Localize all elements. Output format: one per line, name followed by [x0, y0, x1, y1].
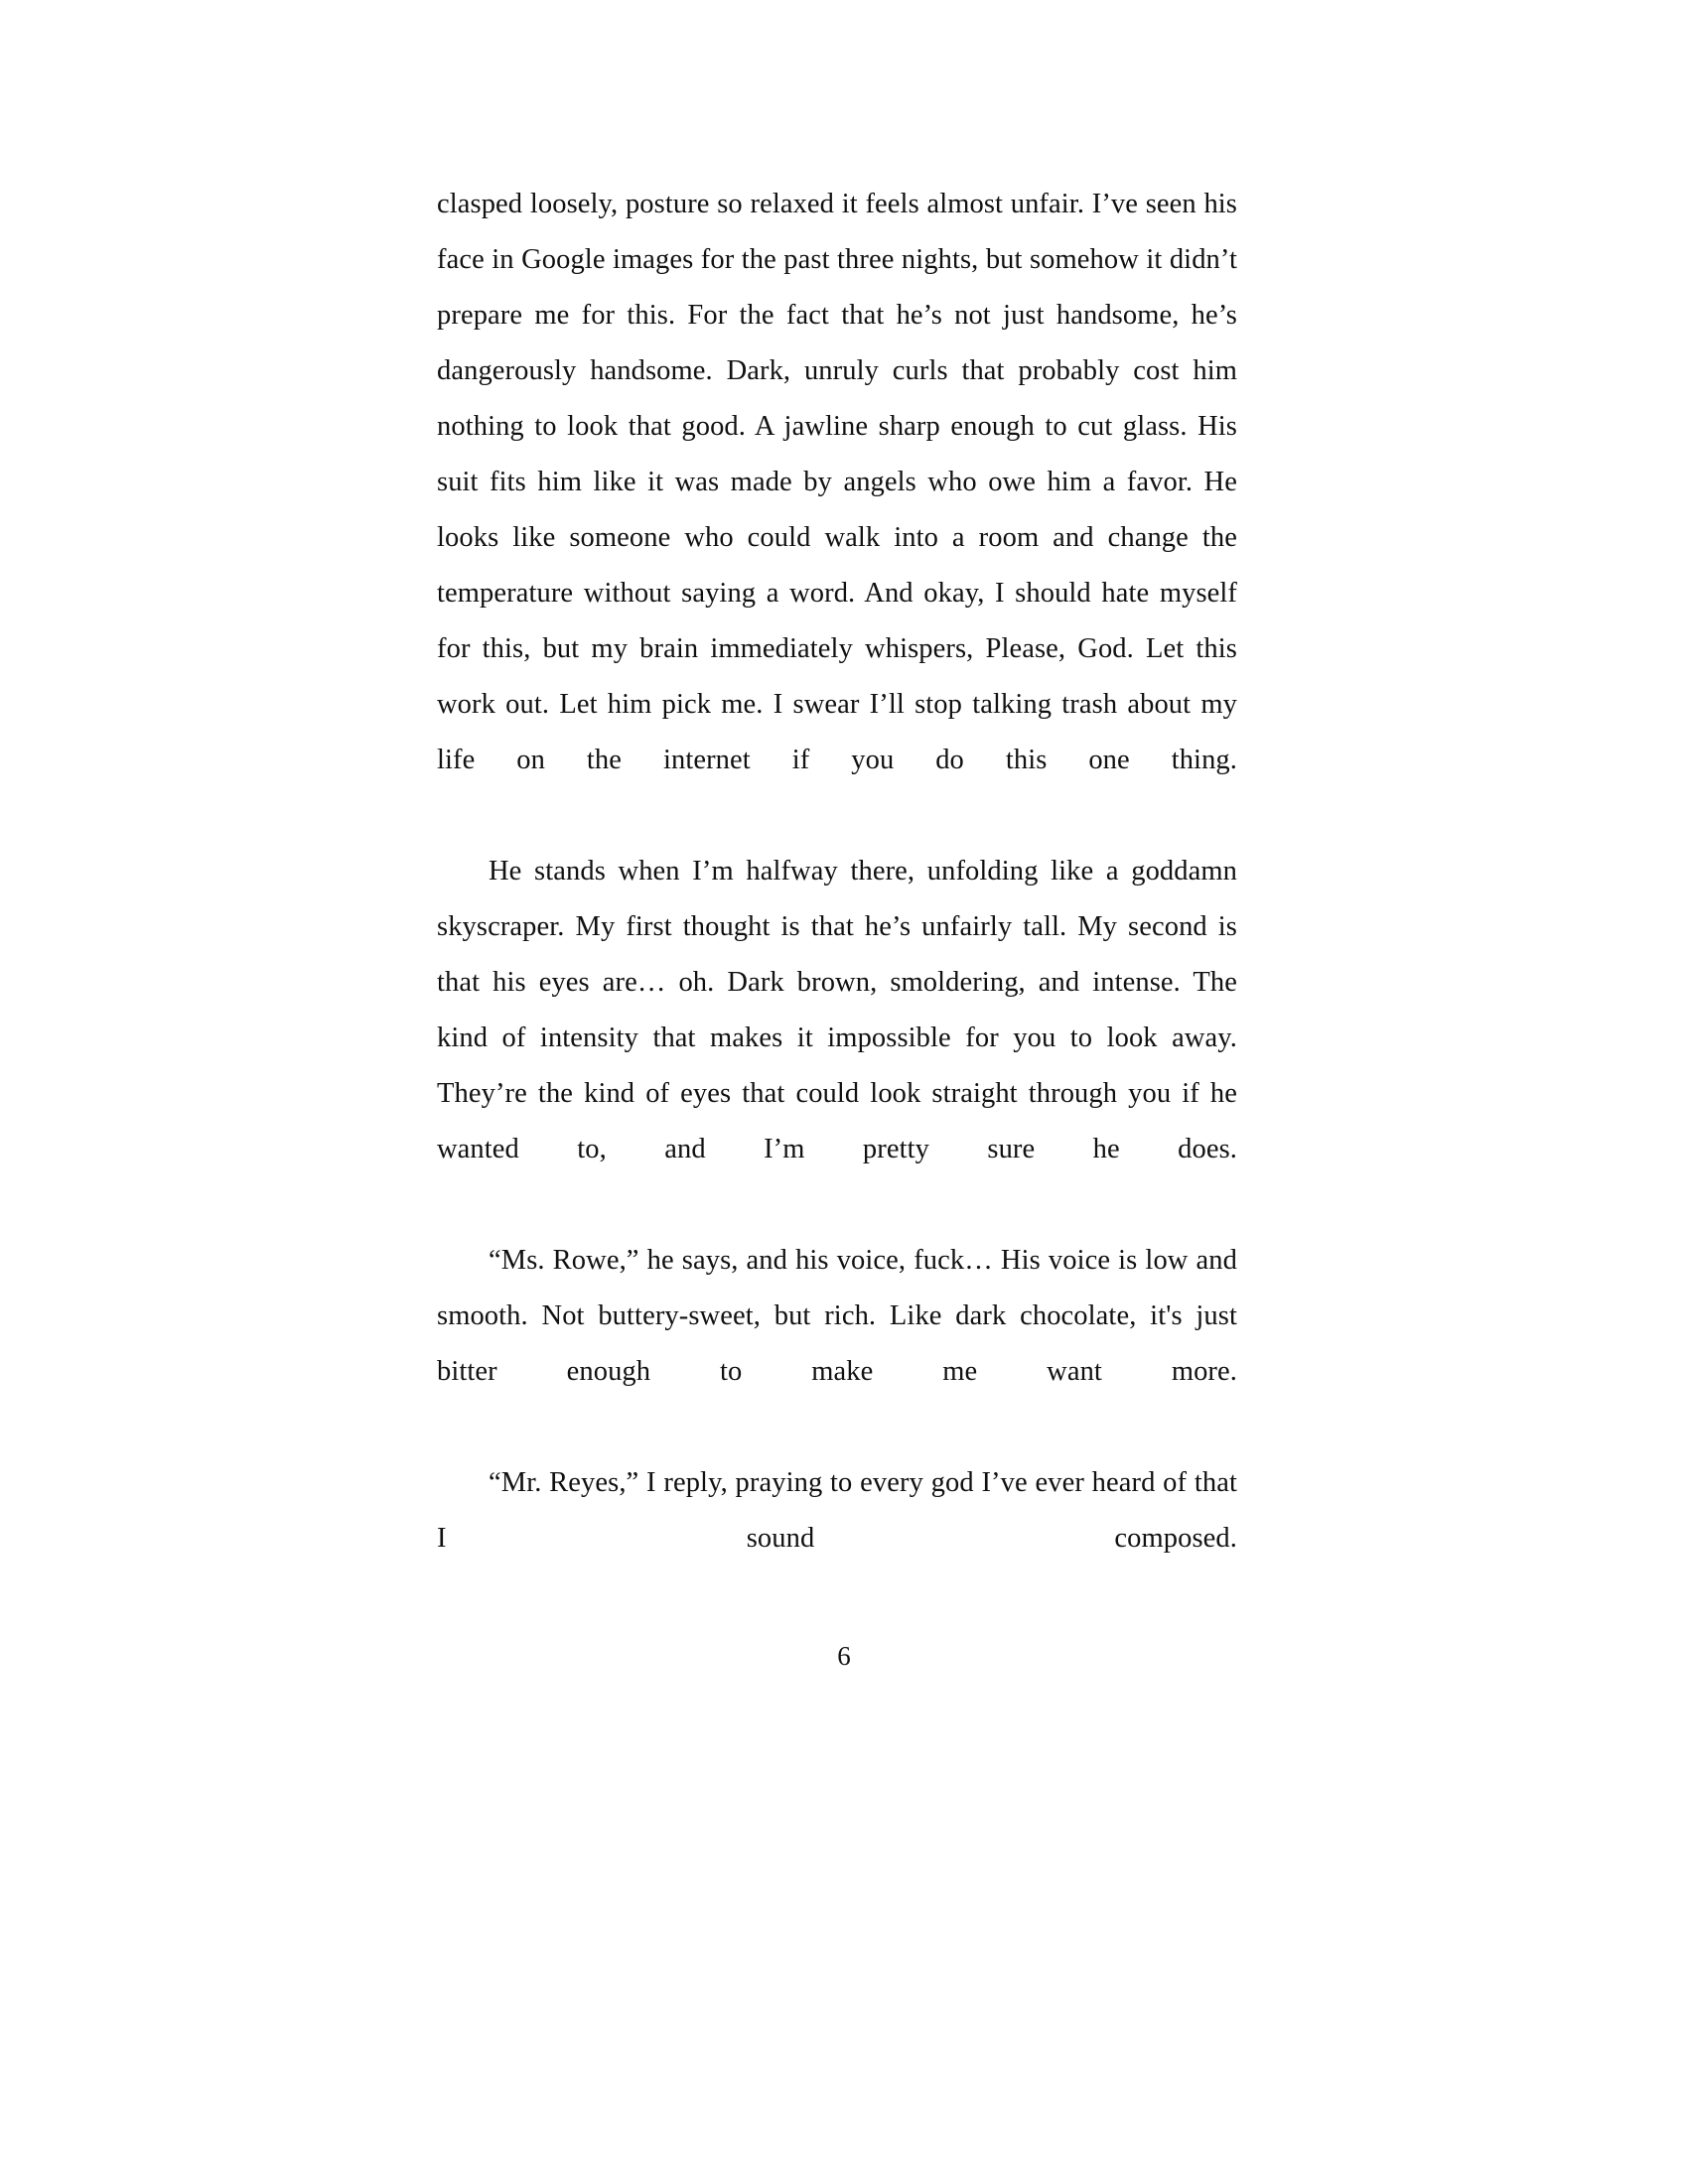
page-number: 6 [837, 1641, 851, 1671]
paragraph-ms-rowe-dialogue: “Ms. Rowe,” he says, and his voice, fuck… His voice is low and smooth. Not buttery-sweet, but rich. Like dark chocolate, it's just bitter enough to make me want more. [437, 1245, 1237, 1387]
paragraph-continuation: clasped loosely, posture so relaxed it feels almost unfair. I’ve seen his face in Google images for the past three nights, but somehow it didn’t prepare me for this. For the fact that he’s not just handsome, he’s dangerously handsome. Dark, unruly curls that probably cost him nothing to look that good. A jawline sharp enough to cut glass. His suit fits him like it was made by angels who owe him a favor. He looks like someone who could walk into a room and change the temperature without saying a word. And okay, I should hate myself for this, but my brain immediately whispers, Please, God. Let this work out. Let him pick me. I swear I’ll stop talking trash about my life on the internet if you do this one thing. [437, 189, 1237, 775]
paragraph-he-stands: He stands when I’m halfway there, unfolding like a goddamn skyscraper. My first thought is that he’s unfairly tall. My second is that his eyes are… oh. Dark brown, smoldering, and intense. The kind of intensity that makes it impossible for you to look away. They’re the kind of eyes that could look straight through you if he wanted to, and I’m pretty sure he does. [437, 856, 1237, 1164]
paragraph-mr-reyes-dialogue: “Mr. Reyes,” I reply, praying to every god I’ve ever heard of that I sound composed. [437, 1467, 1237, 1554]
page-text-block [437, 177, 1237, 1622]
